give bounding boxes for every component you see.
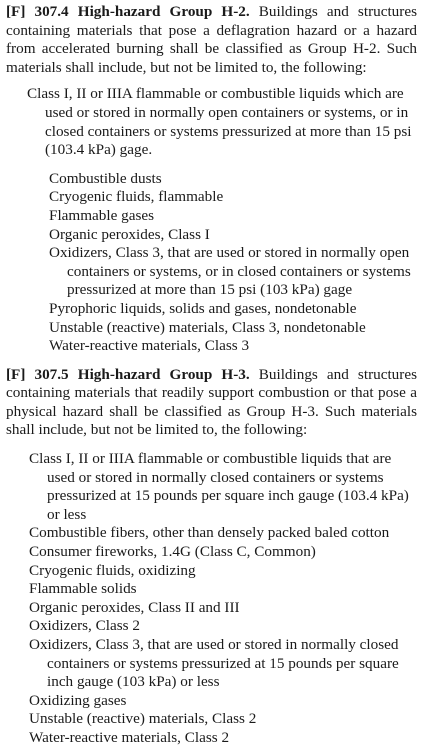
list-item: Flammable gases (49, 206, 155, 224)
list-item: Organic peroxides, Class I (49, 225, 210, 243)
list-item: Combustible dusts (49, 169, 162, 187)
section-number: [F] 307.5 (6, 365, 69, 383)
list-item: Flammable solids (29, 580, 137, 598)
list-item: Water-reactive materials, Class 2 (29, 728, 230, 746)
section-title: High-hazard Group H-2. (77, 3, 250, 20)
section-intro: Buildings and structures containing materials that pose a deflagration hazard or a hazard from accelerated burning shall be classified as Group H-2. Such materials shall include, but not be limited to, the following: (6, 3, 417, 76)
section-307-4-paragraph (6, 3, 417, 77)
material-list-h2 (49, 170, 417, 356)
list-item: Oxidizers, Class 3, that are used or stored in normally closed containers or systems pressurized at 15 pounds per square inch gauge (103 kPa) or less (29, 636, 399, 691)
list-item: Oxidizing gases (29, 691, 127, 709)
list-item: Oxidizers, Class 2 (29, 617, 140, 635)
lead-item: Class I, II or IIIA flammable or combustible liquids which are used or stored in normally open containers or systems, or in closed containers or systems pressurized at more than 15 psi (103.4 kPa) gage. (27, 85, 412, 159)
list-item: Consumer fireworks, 1.4G (Class C, Common) (29, 543, 316, 561)
list-item: Organic peroxides, Class II and III (29, 598, 240, 616)
list-item: Oxidizers, Class 3, that are used or stored in normally open containers or systems, or in closed containers or systems pressurized at more than 15 psi (103 kPa) gage (49, 244, 411, 299)
section-title: High-hazard Group H-3. (77, 365, 250, 383)
list-item: Combustible fibers, other than densely packed baled cotton (29, 524, 390, 542)
list-item: Class I, II or IIIA flammable or combustible liquids that are used or stored in normally closed containers or systems pressurized at 15 pounds per square inch gauge (103.4 kPa) or less (29, 450, 409, 523)
material-list-h3 (29, 450, 417, 748)
list-item: Unstable (reactive) materials, Class 2 (29, 710, 257, 728)
section-307-5-paragraph (6, 366, 417, 440)
list-item: Cryogenic fluids, oxidizing (29, 561, 196, 579)
section-intro: Buildings and structures containing materials that readily support combustion or that pose a physical hazard shall be classified as Group H-3. Such materials shall include, but not be limited to, the following: (6, 365, 417, 439)
list-item: Pyrophoric liquids, solids and gases, nondetonable (49, 299, 357, 317)
list-item: Cryogenic fluids, flammable (49, 188, 224, 206)
section-number: [F] 307.4 (6, 3, 69, 20)
list-item: Water-reactive materials, Class 3 (49, 337, 250, 355)
list-item: Unstable (reactive) materials, Class 3, nondetonable (49, 318, 366, 336)
